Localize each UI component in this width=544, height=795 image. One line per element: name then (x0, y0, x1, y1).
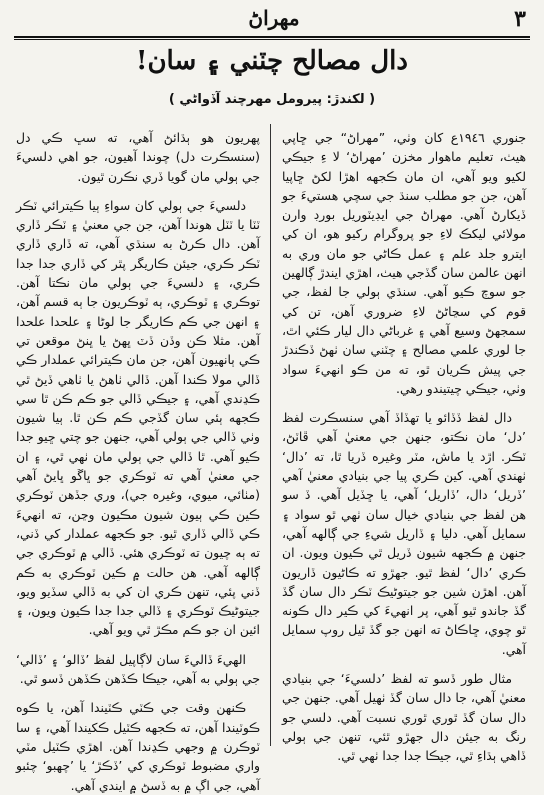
newspaper-page (14, 6, 530, 793)
paragraph: جنوري ١٩٤٦ع کان وٺي، ”مهراڻ“ جي ڇاپي هيٺ، تعليم ماهوار مخزن ’مهراڻ‘ لا ءِ جيڪي لکيو ويو آهي، ان مان ڪجهه اهڙا لکڻ ڇاپيا آهن، جن جو مطلب سنڌ جي سچي هستيءَ جو ڏيکارڻ آهي. مهراڻ جي ايڊيٽوريل بورڊ وارن مولائي ليکڪ لاءِ جو پروگرام رکيو هو، ان کي ايترو جلد علم ۽ عمل ڪاڻي جو مان وري به انهن عالمن سان گڏجي هيٺ، اهڙي ايندڙ ڳالهين جو سوچ ڪيو آهي. سنڌي ٻولي جا لفظ، جي قوم کي سڃاڻڻ لاءِ ضروري آهن، تن کي سمجهڻ وسيع آهي ۽ غرباڻي دال ليار ڪئي اٿ، جا لوري علمي مصالح ۽ چٽني سان ٺهڻ ڏڪندڙ جي پيش ڪريان ٿو، ته من ڪو انهيءَ سواد وٺي، جيڪي چيتيندو رهي. (282, 130, 526, 396)
paragraph: الهيءَ ڏاليءَ سان لاڳاپيل لفظ ’ڏالو‘ ۽ ’ڏالي‘ جي ٻولي به آهي، جيڪا ڪڏهن ڪڏهن ڏسو ٿي. (16, 651, 260, 687)
page-number: ٣ (514, 6, 526, 32)
article-byline: ( لکندڙ: پيرومل مهرچند آڏواڻي ) (168, 92, 376, 107)
paragraph: دال لفظ ڏڏائو يا تهڏاڏ آهي سنسڪرت لفظ ’دل‘ مان نڪتو، جنهن جي معنيٰ آهي ڦاٽڻ، ٽڪر. اڙد يا ماش، مٽر وغيره ڏريا ٿا، ته ’دال‘ ٺهندي آهي. کين ڪري پيا جي بنيادي معنيٰ آهي ’ڏريل‘ دال، ’ڏاريل‘ آهي، يا ڇڏيل آهي. ڏ سو هن لفظ جي بنيادي خيال سان ٺهي ٿو سواد ۽ سمايل آهي. دليا ۽ ڏاريل شيءِ جي ڳالهه آهي، جنهن ۾ ڪجهه شيون ڏريل ٿي ڪيون ويون. ان ڪري ’دال‘ لفظ ٿيو. جهڙو ته ڪاڻيون ڏاريون آهن. اهڙن شين جو جيتوڻيڪ ٽڪر دال سان گڏ گڏ جاندو ٿيو آهي، پر انهيءَ کي ڪير دال ڪونه ٿو چوي، ڇاڪاڻ ته انهن جو گڏ ٿيل روپ سمايل آهي. (282, 410, 526, 657)
paragraph: دلسيءَ جي ٻولي کان سواءِ ٻيا ڪيترائي ٽڪر ٽٽا يا ٽٽل هوندا آهن، جن جي معنيٰ ۽ ٽڪر ڏاري آهن. دال ڪرڻ به سنڌي آهي، ته ڏاري ڏاري ٽڪر ڪري، جيئن ڪاريگر پٿر کي ڏاري جدا جدا ڪري، ۽ دلسيءَ جي ٻولي مان نڪتا آهن. توڪري ۽ ٽوڪري، ٻه ٽوڪريون جا ٻه قسم آهن، ۽ انهن جي ڪم ڪاريگر جا لوڻا ۽ علحدا علحدا آهن. مثلا ڪن وڏن ڏٽ ڀهڻ يا ڀنڻ موقعن تي ڪي ٻانهيون آهن، جن مان ڪيترائي عملدار ڪي ڏالي مولا ڪندا آهن. ڏالي ٺاهڻ يا ٺاهي ڏيڻ ٿي ڪڍندي آهي، ۽ جيڪي ڏالي جو ڪم ڪن ٿا سي ڪجهه ٻئي سان گڏجي ڪم ڪن ٿا. ٻيا شيون وٺي ڏالي جي ٻولي آهي، جنهن جو چتي ڇيو جدا ڪيو آهي. ٿا ڏالي جي ٻولي مان ٺهي ٿي، ۽ ان جي معنيٰ آهي ته ٽوڪري جو ڀاڱو ڀايڻ آهي (مٺائي، ميوي، وغيره جي)، وري جڏهن ٽوڪري ڪين ڪي ٻيون شيون مڪيون وڃن، ته انهيءَ ڪي ڏالي ڏاري ٿيو. جو ڪجهه عملدار کي ڏني، ته ٻه چيون ته ٽوڪري هئي. ڏالي ۾ ٽوڪري جي ڳالهه آهي. هن حالت ۾ ڪين ٽوڪري به ڪم ڏني پئي، تنهن ڪري ان کي به ڏالي سڏيو ويو، جيتوڻيڪ ٽوڪري ۽ ڏالي جدا جدا ڪيون ويون، ۽ ائين ان جو ڪم مڪڙ ٿي ويو آهي. (16, 197, 260, 638)
paragraph: مثال طور ڏسو ته لفظ ’دلسيءَ‘ جي بنيادي معنيٰ آهي، جا دال سان گڏ ٺهيل آهي. جنهن جي دال سان گڏ ٿوري ٿوري نسبت آهي. دلسي جو رنگ به جيئن دال جهڙو ٿئي، تنهن جي ٻولي ڏاهي ٻڌاءِ ٿي، جيڪا جدا جدا ٺهي ٿي. (282, 671, 526, 764)
left-column (16, 128, 260, 793)
header-rule (14, 36, 530, 38)
header-rule-thin (14, 39, 530, 40)
paragraph: پهريون هو ٻڌائڻ آهي، ته سڀ ڪي دل (سنسڪرت دل) چوندا آهيون، جو اهي دلسيءَ جي ٻولي مان گويا ڏري نڪرن ٿيون. (16, 130, 260, 184)
right-column (282, 128, 526, 764)
column-divider (270, 124, 271, 746)
article-title: دال مصالح چٽني ۽ سان! (136, 46, 408, 76)
paragraph: ڪنهن وقت جي ڪٽي ڪٽيندا آهن، يا ڪوه ڪوٽيندا آهن، ته ڪجهه ڪٽيل ڪکيندا آهي، ۽ سا ٽوڪرن ۾ وجهي ڪڍندا آهن. اهڙي ڪٽيل مٽي واري مضبوط ٽوڪري کي ’ڏڪڙ‘ يا ’چهبو‘ چئبو آهي، جي اڳ ۾ به ڏسڻ ۾ ايندي آهي. (16, 700, 260, 793)
running-title: مهراڻ (248, 6, 300, 30)
